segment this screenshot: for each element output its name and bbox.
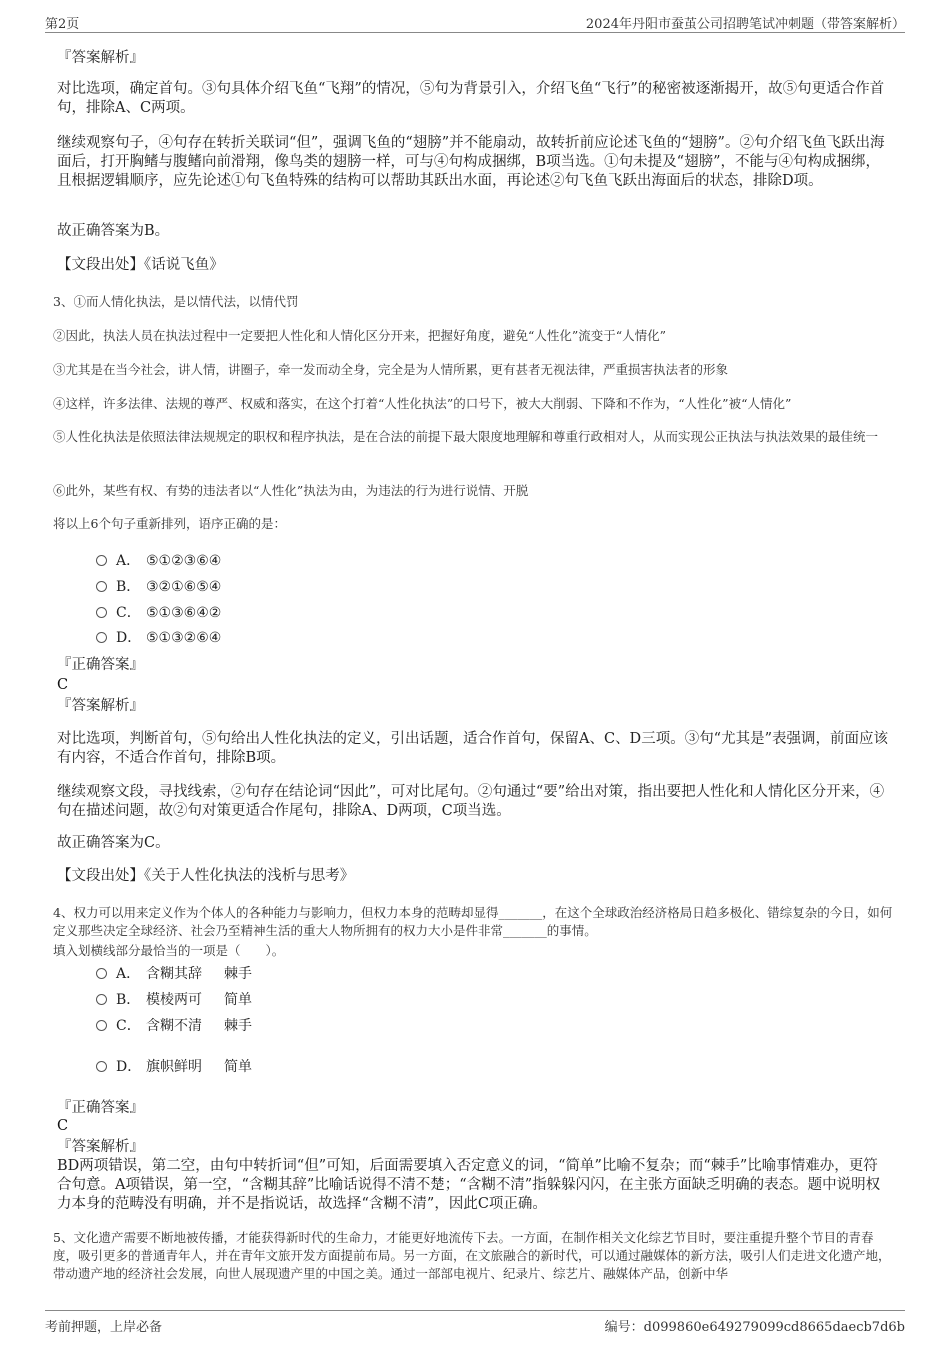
- source-citation: 【文段出处】《关于人性化执法的浅析与思考》: [57, 868, 355, 884]
- document-title: 2024年丹阳市蚕茧公司招聘笔试冲刺题（带答案解析）: [585, 17, 905, 32]
- question-prompt: 填入划横线部分最恰当的一项是（ ）。: [53, 943, 285, 958]
- analysis-paragraph: 对比选项，判断首句，⑤句给出人性化执法的定义，引出话题，适合作首句，保留A、C、D三项。③句“尤其是”表强调，前面应该有内容，不适合作首句，排除B项。: [57, 731, 889, 766]
- source-citation: 【文段出处】《话说飞鱼》: [57, 257, 224, 273]
- page-number: 第2页: [45, 17, 80, 32]
- analysis-paragraph: 继续观察文段，寻找线索，②句存在结论词“因此”，可对比尾句。②句通过“要”给出对策，指出要把人性化和人情化区分开来，④句在描述问题，故②句对策更适合作尾句，排除A、D两项，C项当选。: [57, 784, 885, 819]
- radio-icon[interactable]: [96, 968, 107, 979]
- question-line: ③尤其是在当今社会，讲人情，讲圈子，牵一发而动全身，完全是为人情所累，更有甚者无视法律，严重损害执法者的形象: [53, 362, 729, 377]
- correct-answer: C: [57, 677, 69, 693]
- question-line: ⑤人性化执法是依照法律法规规定的职权和程序执法，是在合法的前提下最大限度地理解和尊重行政相对人，从而实现公正执法与执法效果的最佳统一: [53, 429, 879, 444]
- analysis-paragraph: 对比选项，确定首句。③句具体介绍飞鱼“飞翔”的情况，⑤句为背景引入，介绍飞鱼“飞行”的秘密被逐渐揭开，故⑤句更适合作首句，排除A、C两项。: [57, 81, 885, 116]
- option-b[interactable]: B． ③②①⑥⑤④: [96, 578, 221, 596]
- radio-icon[interactable]: [96, 607, 107, 618]
- footer-slogan: 考前押题，上岸必备: [45, 1320, 163, 1335]
- option-a[interactable]: A． 含糊其辞 棘手: [96, 965, 252, 983]
- radio-icon[interactable]: [96, 1020, 107, 1031]
- document-id: 编号：d099860e649279099cd8665daecb7d6b: [604, 1320, 905, 1335]
- option-d[interactable]: D． 旗帜鲜明 简单: [96, 1058, 252, 1076]
- option-a[interactable]: A． ⑤①②③⑥④: [96, 552, 221, 570]
- analysis-conclusion: 故正确答案为C。: [57, 835, 170, 851]
- question-line: ②因此，执法人员在执法过程中一定要把人性化和人情化区分开来，把握好角度，避免“人性化”流变于“人情化”: [53, 328, 667, 343]
- option-b[interactable]: B． 模棱两可 简单: [96, 991, 252, 1009]
- question-stem: 5、文化遗产需要不断地被传播，才能获得新时代的生命力，才能更好地流传下去。一方面，在制作相关文化综艺节目时，要注重提升整个节目的青春度，吸引更多的普通青年人，并在青年文旅开发方面提前布局。另一方面，在文旅融合的新时代，可以通过融媒体的新方法，吸引人们走进文化遗产地，带动遗产地的经济社会发展，向世人展现遗产里的中国之美。通过一部部电视片、纪录片、综艺片、融媒体产品，创新中华: [53, 1230, 891, 1281]
- option-d[interactable]: D． ⑤①③②⑥④: [96, 629, 221, 647]
- radio-icon[interactable]: [96, 632, 107, 643]
- analysis-label: 『答案解析』: [57, 1139, 144, 1155]
- radio-icon[interactable]: [96, 994, 107, 1005]
- page-header: [45, 12, 905, 33]
- question-line: 3、①而人情化执法，是以情代法，以情代罚: [53, 294, 299, 309]
- option-c[interactable]: C． 含糊不清 棘手: [96, 1017, 252, 1035]
- question-prompt: 将以上6个句子重新排列，语序正确的是：: [53, 516, 286, 531]
- question-line: ⑥此外，某些有权、有势的违法者以“人性化”执法为由，为违法的行为进行说情、开脱: [53, 483, 529, 498]
- question-stem: 4、权力可以用来定义作为个体人的各种能力与影响力，但权力本身的范畴却显得_______，在这个全球政治经济格局日趋多极化、错综复杂的今日，如何定义那些决定全球经济、社会乃至精神生活的重大人物所拥有的权力大小是件非常_______的事情。: [53, 905, 893, 938]
- radio-icon[interactable]: [96, 1061, 107, 1072]
- analysis-label: 『答案解析』: [57, 50, 144, 66]
- correct-answer-label: 『正确答案』: [57, 1100, 144, 1116]
- correct-answer: C: [57, 1118, 69, 1134]
- question-line: ④这样，许多法律、法规的尊严、权威和落实，在这个打着“人性化执法”的口号下，被大大削弱、下降和不作为，“人性化”被“人情化”: [53, 396, 792, 411]
- page-footer: [45, 1310, 905, 1333]
- radio-icon[interactable]: [96, 555, 107, 566]
- analysis-label: 『答案解析』: [57, 698, 144, 714]
- correct-answer-label: 『正确答案』: [57, 657, 144, 673]
- analysis-paragraph: 继续观察句子，④句存在转折关联词“但”，强调飞鱼的“翅膀”并不能扇动，故转折前应论述飞鱼的“翅膀”。②句介绍飞鱼飞跃出海面后，打开胸鳍与腹鳍向前滑翔，像鸟类的翅膀一样，可与④句构成捆绑，B项当选。①句未提及“翅膀”，不能与④句构成捆绑，且根据逻辑顺序，应先论述①句飞鱼特殊的结构可以帮助其跃出水面，再论述②句飞鱼飞跃出海面后的状态，排除D项。: [57, 135, 885, 189]
- analysis-paragraph: BD两项错误，第二空，由句中转折词“但”可知，后面需要填入否定意义的词，“简单”比喻不复杂；而“棘手”比喻事情难办，更符合句意。A项错误，第一空，“含糊其辞”比喻话说得不清不楚；“含糊不清”指躲躲闪闪，在主张方面缺乏明确的表态。题中说明权力本身的范畴没有明确，并不是指说话，故选择“含糊不清”，因此C项正确。: [57, 1158, 881, 1212]
- analysis-conclusion: 故正确答案为B。: [57, 223, 170, 239]
- radio-icon[interactable]: [96, 581, 107, 592]
- option-c[interactable]: C． ⑤①③⑥④②: [96, 604, 221, 622]
